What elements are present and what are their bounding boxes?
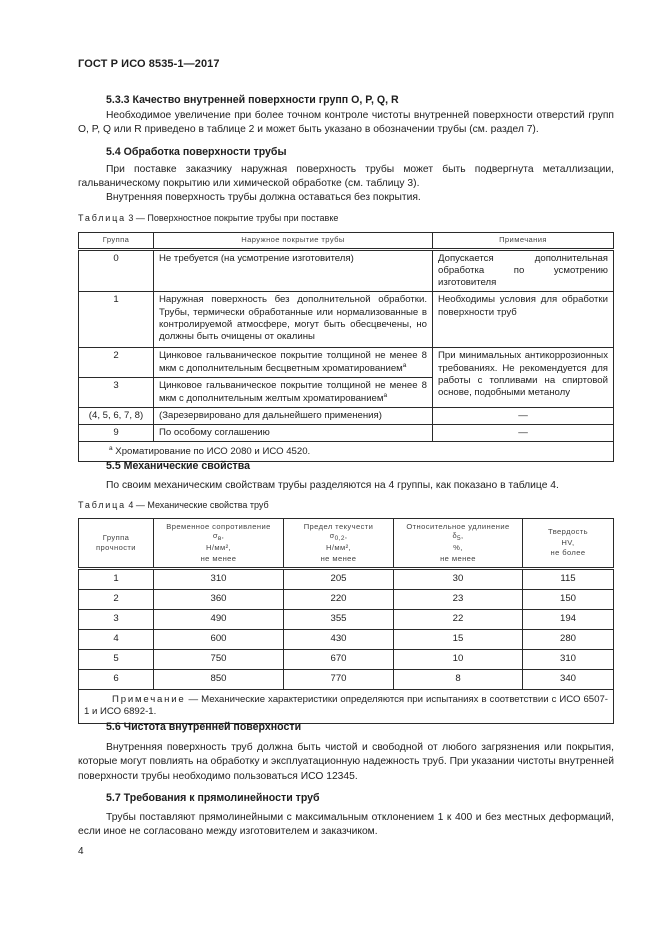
table-3-cell-coating: (Зарезервировано для дальнейшего применения) [154,408,433,425]
table-3-cell-coating: По особому соглашению [154,425,433,442]
symbol-punct: , [221,531,225,541]
section-5-4-title: 5.4 Обработка поверхности трубы [106,146,287,158]
page-number: 4 [78,846,84,857]
table-4-header-hardness [523,519,614,569]
header-symbol [159,532,278,543]
cell-yield: 205 [284,569,394,590]
table-row [79,610,614,630]
table-4-header-strength-group [79,519,154,569]
table-3-footnote-row [79,442,614,462]
note-word: Примечание [112,694,186,705]
table-3-cell-coating [154,348,433,378]
cell-group: 1 [79,569,154,590]
footnote-mark: a [109,445,113,453]
cell-tensile: 310 [154,569,284,590]
symbol: σ [329,531,335,541]
cell-hardness: 340 [523,670,614,690]
table-3-header-coating: Наружное покрытие трубы [154,233,433,250]
section-5-6-title: 5.6 Чистота внутренней поверхности [106,721,302,733]
table-row [79,348,614,378]
table-row [79,569,614,590]
header-line: Предел текучести [303,521,374,531]
cell-yield: 430 [284,630,394,650]
header-line: HV, [561,537,575,547]
cell-elongation: 22 [394,610,523,630]
table-row [79,590,614,610]
footnote-ref: a [402,361,407,369]
cell-tensile: 490 [154,610,284,630]
symbol-punct: , [461,531,464,541]
table-4-mechanical-properties [78,518,614,724]
table-4-caption-word: Таблица [78,500,126,510]
header-line: не менее [200,553,237,563]
cell-elongation: 10 [394,650,523,670]
table-3-cell-note: Допускается дополнительная обработка по усмотрению изготовителя [433,249,614,292]
table-3-footnote [79,442,614,462]
note-text: — Механические характеристики определяются при испытаниях в соответствии с ИСО 6507-1 и ИСО 6892-1. [84,694,608,718]
section-5-7-title: 5.7 Требования к прямолинейности труб [106,792,320,804]
table-3-cell-coating [154,378,433,408]
table-3-surface-coating [78,232,614,462]
cell-tensile: 360 [154,590,284,610]
cell-tensile: 850 [154,670,284,690]
header-unit: Н/мм², [325,543,352,553]
section-5-3-3-title: 5.3.3 Качество внутренней поверхности групп O, P, Q, R [106,94,399,106]
table-3-cell-group: 2 [79,348,154,378]
cell-hardness: 115 [523,569,614,590]
footnote-ref: a [383,391,388,399]
section-5-4-text-2: Внутренняя поверхность трубы должна оставаться без покрытия. [106,192,421,203]
header-unit: Н/мм², [205,543,232,553]
table-3-cell-note: При минимальных антикоррозионных требованиях. Не рекомендуется для работы с топливами на спиртовой основе, подобными метанолу [433,348,614,408]
cell-tensile: 600 [154,630,284,650]
cell-group: 5 [79,650,154,670]
table-4-header-tensile-strength [154,519,284,569]
table-3-cell-group: (4, 5, 6, 7, 8) [79,408,154,425]
symbol-punct: , [344,531,348,541]
table-3-caption-word: Таблица [78,213,126,223]
header-line: Твердость [547,527,588,537]
coating-text: Цинковое гальваническое покрытие толщиной не менее 8 мкм с дополнительным желтым хроматированием [159,380,427,404]
header-line: не менее [440,553,476,563]
header-line: не менее [320,553,357,563]
table-row [79,292,614,348]
symbol-sub: в [217,535,222,543]
table-row [79,249,614,292]
footnote-text: Хроматирование по ИСО 2080 и ИСО 4520. [112,446,311,458]
symbol-sub: 5 [457,535,462,543]
cell-yield: 770 [284,670,394,690]
cell-group: 3 [79,610,154,630]
section-5-5-text: По своим механическим свойствам трубы разделяются на 4 группы, как показано в таблице 4. [106,480,559,491]
symbol: σ [212,531,218,541]
table-3-header-notes: Примечания [433,233,614,250]
cell-hardness: 310 [523,650,614,670]
cell-elongation: 23 [394,590,523,610]
header-line: не более [550,548,586,558]
table-3-header-group: Группа [79,233,154,250]
section-5-6-text: Внутренняя поверхность труб должна быть чистой и свободной от любого загрязнения или покрытия, которые могут повлиять на обработку и эксплуатационную надежность труб. При указании чистоты внутренней поверхности трубы необходимо пользоваться ИСО 12345. [78,742,614,782]
table-row [79,425,614,442]
cell-elongation: 8 [394,670,523,690]
symbol-sub: 0,2 [334,535,345,543]
coating-text: Цинковое гальваническое покрытие толщиной не менее 8 мкм с дополнительным бесцветным хроматированием [159,350,427,374]
section-5-4-text-1: При поставке заказчику наружная поверхность трубы может быть подвергнута металлизации, гальваническому покрытию или химической обработке (см. таблицу 3). [78,164,614,190]
table-3-cell-group: 9 [79,425,154,442]
table-3-cell-coating: Не требуется (на усмотрение изготовителя) [154,249,433,292]
table-3-caption-text: 3 — Поверхностное покрытие трубы при поставке [125,213,339,223]
cell-hardness: 150 [523,590,614,610]
table-3-cell-group: 1 [79,292,154,348]
symbol: δ [452,531,458,541]
header-symbol [289,532,388,543]
table-4-header-elongation [394,519,523,569]
table-3-cell-note: — [433,408,614,425]
section-5-3-3-text: Необходимое увеличение при более точном контроле чистоты внутренней поверхности отверстий групп O, P, Q или R приведено в таблице 2 и может быть указано в обозначении трубы (см. раздел 7). [78,110,614,136]
table-4-header-yield-strength [284,519,394,569]
table-row [79,630,614,650]
cell-group: 6 [79,670,154,690]
table-3-cell-note: — [433,425,614,442]
table-3-cell-coating: Наружная поверхность без дополнительной обработки. Трубы, термически обработанные или нормализованные в контролируемой атмосфере, могут быть обесцвечены, но должны быть очищены от окалины [154,292,433,348]
header-line: Группа [102,532,130,542]
section-5-5-title: 5.5 Механические свойства [106,460,250,472]
header-unit: %, [453,543,463,553]
cell-yield: 670 [284,650,394,670]
table-4-caption [78,500,269,510]
table-4-note-row [79,690,614,724]
table-row [79,408,614,425]
header-line: Временное сопротивление [166,521,271,531]
header-line: прочности [96,543,136,552]
cell-elongation: 30 [394,569,523,590]
header-line: Относительное удлинение [406,521,510,531]
table-4-caption-text: 4 — Механические свойства труб [125,500,269,510]
cell-elongation: 15 [394,630,523,650]
table-3-caption [78,213,338,223]
cell-yield: 355 [284,610,394,630]
table-3-cell-note: Необходимы условия для обработки поверхности труб [433,292,614,348]
cell-hardness: 280 [523,630,614,650]
table-4-note [79,690,614,724]
header-symbol [399,532,517,543]
table-3-cell-group: 3 [79,378,154,408]
cell-yield: 220 [284,590,394,610]
table-3-cell-group: 0 [79,249,154,292]
section-5-7-text: Трубы поставляют прямолинейными с максимальным отклонением 1 к 400 и без местных деформаций, если иное не согласовано между изготовителем и заказчиком. [78,812,614,838]
cell-group: 4 [79,630,154,650]
cell-group: 2 [79,590,154,610]
table-row [79,670,614,690]
table-row [79,650,614,670]
cell-tensile: 750 [154,650,284,670]
cell-hardness: 194 [523,610,614,630]
document-header: ГОСТ Р ИСО 8535-1—2017 [78,58,220,70]
